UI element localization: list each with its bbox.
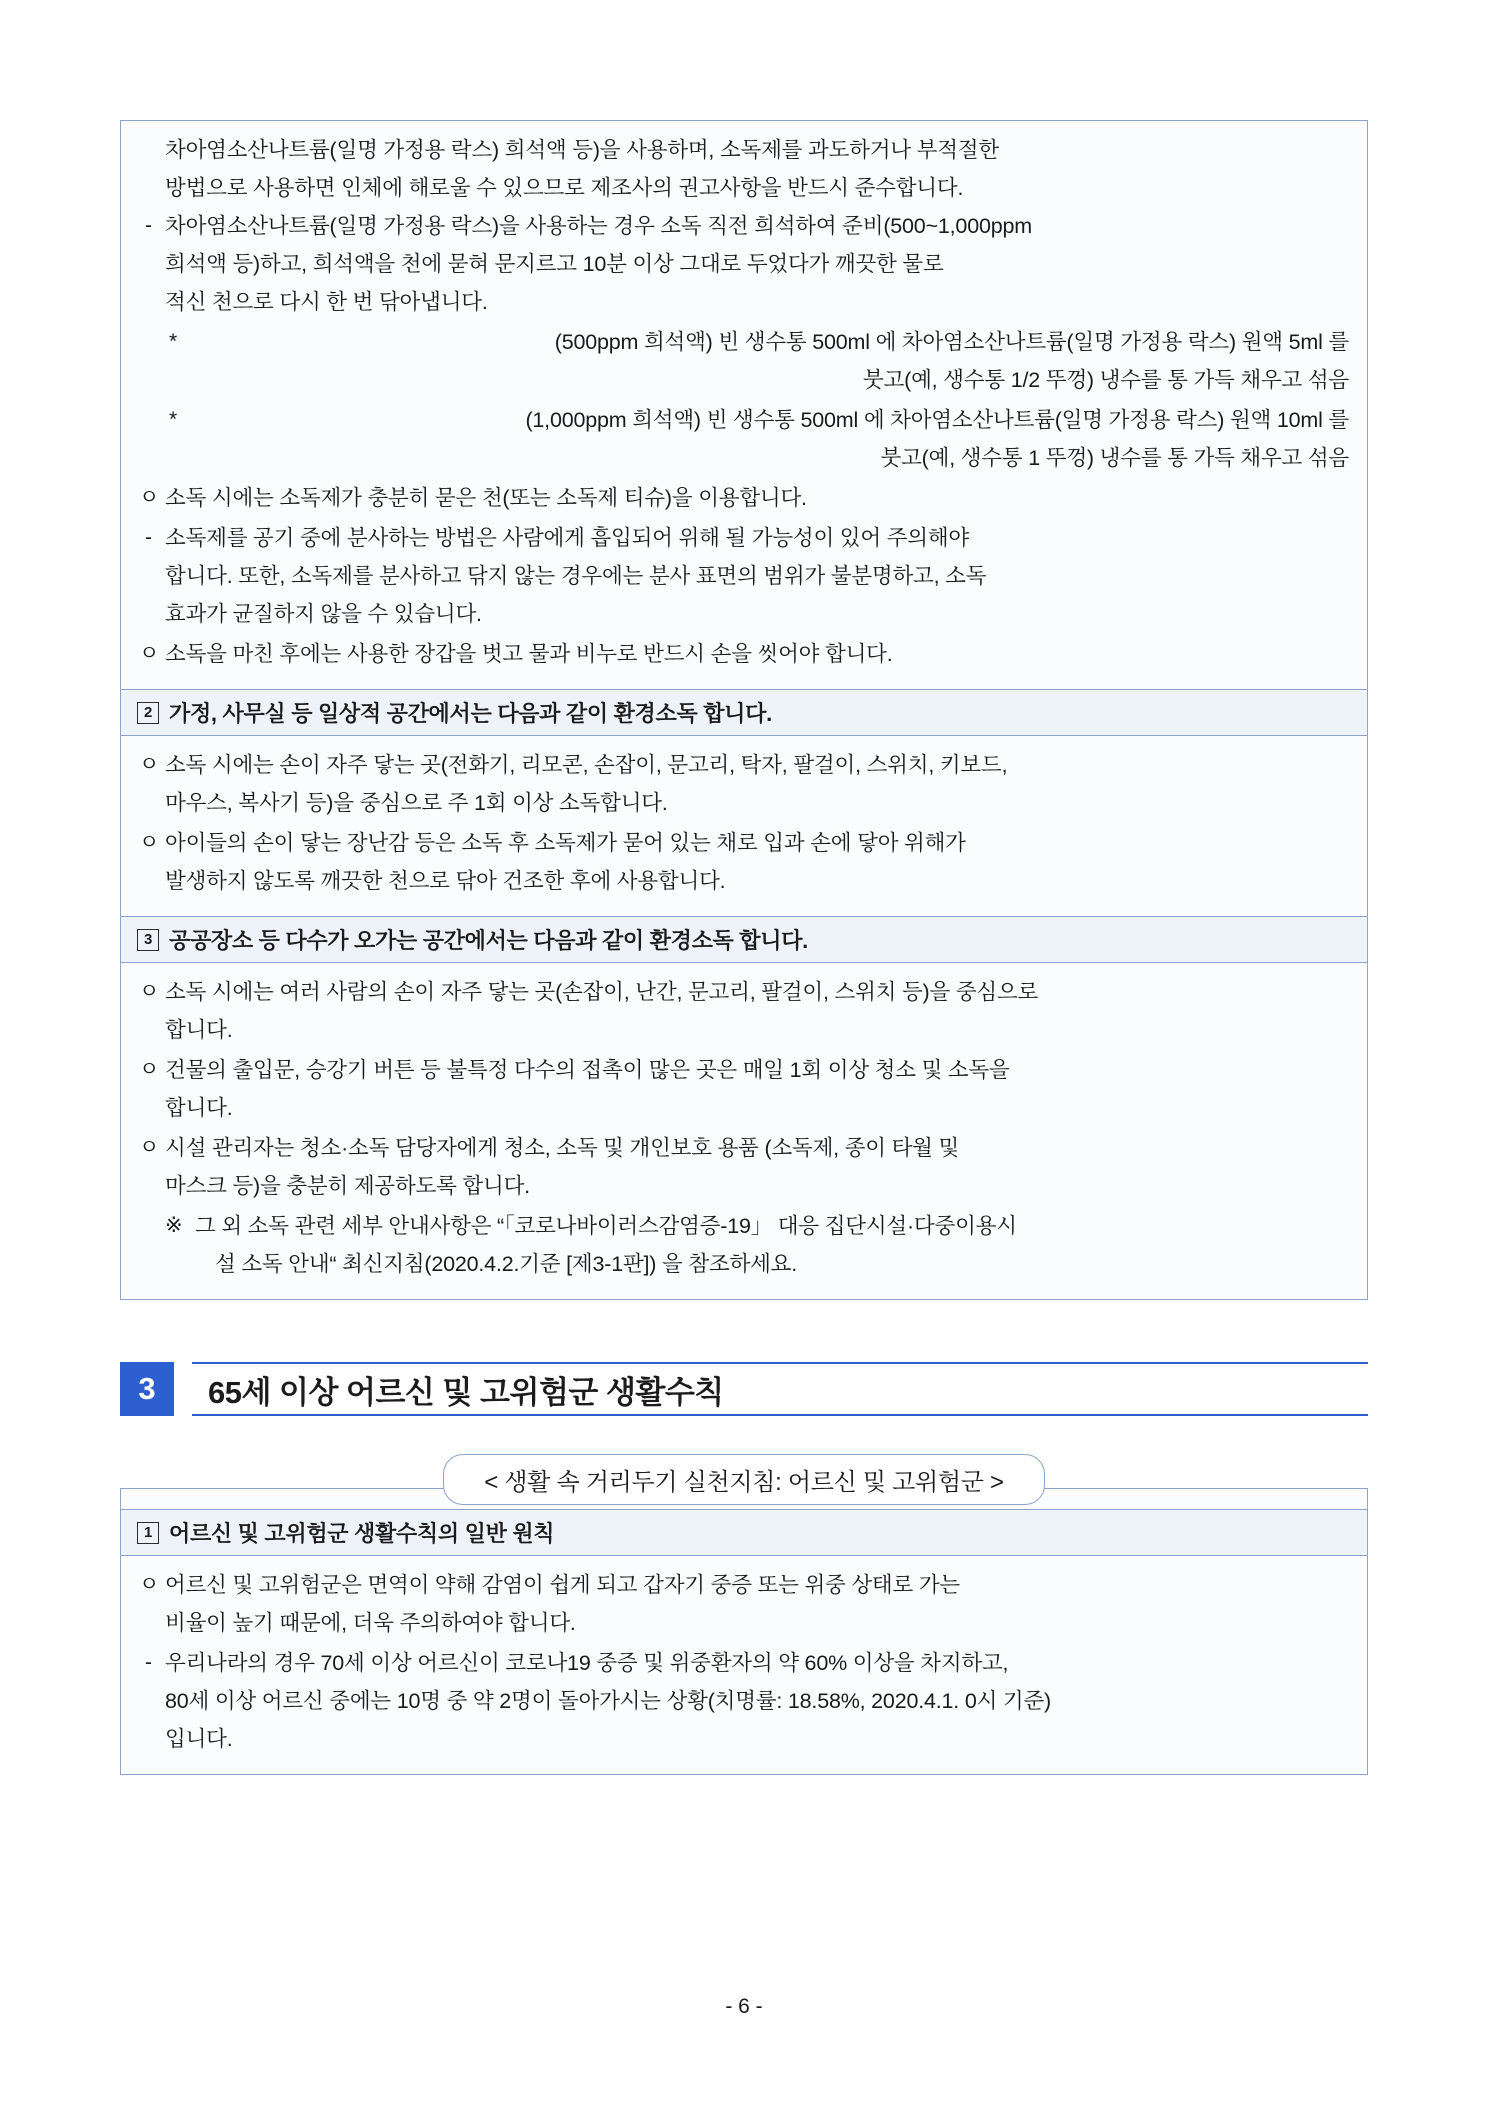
subsection-3-header	[121, 916, 1367, 963]
section-3-heading	[120, 1362, 1368, 1416]
list-item	[139, 635, 1349, 673]
star-note	[139, 323, 1349, 399]
list-item-line: 아이들의 손이 닿는 장난감 등은 소독 후 소독제가 묻어 있는 채로 입과 손에 닿아 위해가	[165, 831, 966, 855]
page-footer: - 6 -	[725, 1995, 763, 2018]
list-item-line: 소독 시에는 소독제가 충분히 묻은 천(또는 소독제 티슈)을 이용합니다.	[165, 486, 807, 510]
list-item-text	[165, 746, 1349, 822]
list-item	[139, 824, 1349, 900]
list-item	[139, 207, 1349, 321]
list-item	[139, 746, 1349, 822]
list-item-line: 소독 시에는 여러 사람의 손이 자주 닿는 곳(손잡이, 난간, 문고리, 팔걸이, 스위치 등)을 중심으로	[165, 980, 1039, 1004]
reference-note-text	[195, 1207, 1349, 1283]
list-item-text	[165, 1644, 1349, 1758]
list-item-text	[165, 824, 1349, 900]
list-item-line: 소독 시에는 손이 자주 닿는 곳(전화기, 리모콘, 손잡이, 문고리, 탁자, 팔걸이, 스위치, 키보드,	[165, 753, 1008, 777]
list-item-text	[165, 519, 1349, 633]
list-item	[139, 1051, 1349, 1127]
star-marker: *	[169, 408, 178, 431]
list-item	[139, 1566, 1349, 1642]
list-item-text	[165, 1051, 1349, 1127]
subsection-2-body	[121, 736, 1367, 916]
star-note-line: 붓고(예, 생수통 1/2 뚜껑) 냉수를 통 가득 채우고 섞음	[863, 368, 1349, 392]
reference-note-line: 설 소독 안내“ 최신지침(2020.4.2.기준 [제3-1판]) 을 참조하세요.	[215, 1252, 797, 1276]
star-note-line: (1,000ppm 희석액) 빈 생수통 500ml 에 차아염소산나트륨(일명 가정용 락스) 원액 10ml 를	[525, 408, 1349, 432]
elderly-guidance-box	[120, 1488, 1368, 1775]
list-item-line: 희석액 등)하고, 희석액을 천에 묻혀 문지르고 10분 이상 그대로 두었다가 깨끗한 물로	[165, 252, 944, 276]
list-item-line: 합니다.	[165, 1096, 233, 1120]
list-item-line: 어르신 및 고위험군은 면역이 약해 감염이 쉽게 되고 갑자기 중증 또는 위중 상태로 가는	[165, 1573, 960, 1597]
list-item-text	[165, 207, 1349, 321]
section-number-badge: 3	[120, 1362, 174, 1416]
disinfection-guidance-box	[120, 120, 1368, 1300]
list-item	[139, 1129, 1349, 1205]
list-marker-circle: ㅇ	[139, 980, 160, 1003]
list-marker-circle: ㅇ	[139, 1058, 160, 1081]
star-note-text	[195, 401, 1349, 477]
list-item-line: 80세 이상 어르신 중에는 10명 중 약 2명이 돌아가시는 상황(치명률: 18.58%, 2020.4.1. 0시 기준)	[165, 1689, 1052, 1713]
list-marker-dash: -	[145, 214, 152, 237]
list-item-line: 마우스, 복사기 등)을 중심으로 주 1회 이상 소독합니다.	[165, 791, 668, 815]
list-item	[139, 1644, 1349, 1758]
continued-paragraph-line-2: 방법으로 사용하면 인체에 해로울 수 있으므로 제조사의 권고사항을 반드시 준수합니다.	[165, 176, 964, 200]
list-marker-dash: -	[145, 1651, 152, 1674]
list-marker-circle: ㅇ	[139, 486, 160, 509]
list-item-line: 시설 관리자는 청소·소독 담당자에게 청소, 소독 및 개인보호 용품 (소독제, 종이 타월 및	[165, 1136, 960, 1160]
list-marker-dash: -	[145, 526, 152, 549]
list-item-line: 차아염소산나트륨(일명 가정용 락스)을 사용하는 경우 소독 직전 희석하여 준비(500~1,000ppm	[165, 214, 1032, 238]
list-item-line: 적신 천으로 다시 한 번 닦아냅니다.	[165, 290, 488, 314]
list-item-line: 마스크 등)을 충분히 제공하도록 합니다.	[165, 1174, 530, 1198]
list-item-text	[165, 973, 1349, 1049]
list-marker-circle: ㅇ	[139, 1573, 160, 1596]
list-marker-circle: ㅇ	[139, 642, 160, 665]
list-item-line: 합니다. 또한, 소독제를 분사하고 닦지 않는 경우에는 분사 표면의 범위가 불분명하고, 소독	[165, 564, 987, 588]
list-marker-circle: ㅇ	[139, 1136, 160, 1159]
list-item-text	[165, 479, 1349, 517]
list-item-text	[165, 1129, 1349, 1205]
list-item-line: 합니다.	[165, 1018, 233, 1042]
subsection-3-body	[121, 963, 1367, 1299]
subsection-1-body	[121, 1556, 1367, 1774]
subsection-1-header	[121, 1509, 1367, 1556]
list-marker-circle: ㅇ	[139, 753, 160, 776]
list-item-line: 비율이 높기 때문에, 더욱 주의하여야 합니다.	[165, 1611, 576, 1635]
reference-note	[139, 1207, 1349, 1283]
star-note-line: (500ppm 희석액) 빈 생수통 500ml 에 차아염소산나트륨(일명 가정용 락스) 원액 5ml 를	[554, 330, 1349, 354]
subsection-3-title: 공공장소 등 다수가 오가는 공간에서는 다음과 같이 환경소독 합니다.	[169, 928, 808, 953]
list-item-line: 건물의 출입문, 승강기 버튼 등 불특정 다수의 접촉이 많은 곳은 매일 1회 이상 청소 및 소독을	[165, 1058, 1010, 1082]
list-item	[139, 973, 1349, 1049]
list-item-text	[165, 635, 1349, 673]
list-item-line: 우리나라의 경우 70세 이상 어르신이 코로나19 중증 및 위중환자의 약 60% 이상을 차지하고,	[165, 1651, 1009, 1675]
list-item	[139, 519, 1349, 633]
note-marker: ※	[165, 1214, 183, 1237]
subsection-2-header	[121, 689, 1367, 736]
list-item-line: 소독을 마친 후에는 사용한 장갑을 벗고 물과 비누로 반드시 손을 씻어야 합니다.	[165, 642, 893, 666]
subsection-number-badge: 2	[137, 702, 159, 724]
star-note-text	[195, 323, 1349, 399]
practice-guideline-banner: < 생활 속 거리두기 실천지침: 어르신 및 고위험군 >	[443, 1454, 1045, 1505]
list-item-line: 입니다.	[165, 1727, 233, 1751]
list-item-line: 발생하지 않도록 깨끗한 천으로 닦아 건조한 후에 사용합니다.	[165, 869, 726, 893]
list-item	[139, 479, 1349, 517]
subsection-1-title: 어르신 및 고위험군 생활수칙의 일반 원칙	[169, 1521, 555, 1546]
star-note	[139, 401, 1349, 477]
reference-note-line: 그 외 소독 관련 세부 안내사항은 “「코로나바이러스감염증-19」 대응 집단시설·다중이용시	[195, 1214, 1017, 1238]
banner-wrapper	[120, 1454, 1368, 1505]
list-item-text	[165, 1566, 1349, 1642]
subsection-number-badge: 3	[137, 929, 159, 951]
star-marker: *	[169, 330, 178, 353]
subsection-number-badge: 1	[137, 1522, 159, 1544]
disinfection-intro-block	[121, 121, 1367, 689]
subsection-2-title: 가정, 사무실 등 일상적 공간에서는 다음과 같이 환경소독 합니다.	[169, 701, 772, 726]
star-note-line: 붓고(예, 생수통 1 뚜껑) 냉수를 통 가득 채우고 섞음	[880, 446, 1349, 470]
list-marker-circle: ㅇ	[139, 831, 160, 854]
continued-paragraph-line-1: 차아염소산나트륨(일명 가정용 락스) 희석액 등)을 사용하며, 소독제를 과도하거나 부적절한	[165, 138, 999, 162]
list-item-line: 소독제를 공기 중에 분사하는 방법은 사람에게 흡입되어 위해 될 가능성이 있어 주의해야	[165, 526, 969, 550]
list-item-line: 효과가 균질하지 않을 수 있습니다.	[165, 602, 482, 626]
section-title-text: 65세 이상 어르신 및 고위험군 생활수칙	[192, 1362, 1368, 1416]
